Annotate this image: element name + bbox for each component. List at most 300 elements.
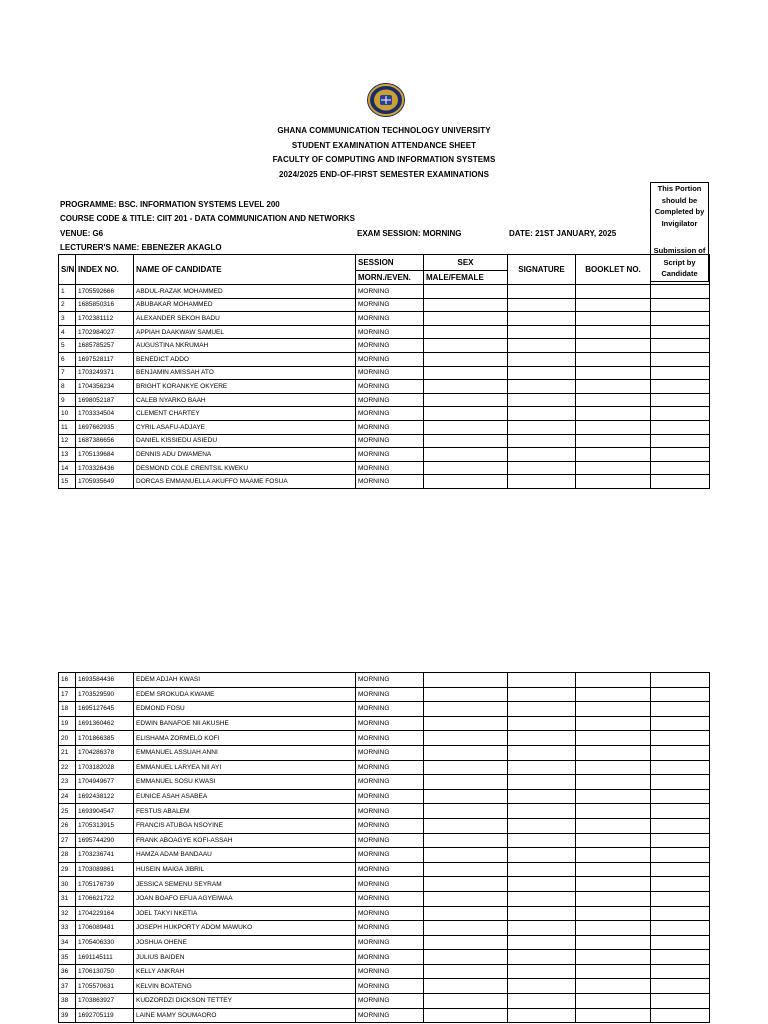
row-booklet-no [576, 775, 651, 790]
row-submission [651, 434, 710, 448]
row-session: MORNING [356, 964, 424, 979]
row-signature [508, 789, 576, 804]
row-candidate-name: JOSHUA OHENE [134, 935, 356, 950]
row-candidate-name: EDEM ADJAH KWASI [134, 673, 356, 688]
row-sn: 17 [59, 687, 76, 702]
row-session: MORNING [356, 745, 424, 760]
row-sex [424, 994, 508, 1009]
row-sex [424, 848, 508, 863]
row-signature [508, 298, 576, 312]
row-signature [508, 921, 576, 936]
attendance-table-page2 [58, 672, 710, 1023]
row-sn: 38 [59, 994, 76, 1009]
row-index-no: 1705592666 [76, 285, 134, 299]
table-row [59, 950, 710, 965]
row-booklet-no [576, 731, 651, 746]
row-session: MORNING [356, 380, 424, 394]
table-row [59, 833, 710, 848]
row-index-no: 1705313915 [76, 818, 134, 833]
row-session: MORNING [356, 979, 424, 994]
row-signature [508, 380, 576, 394]
row-candidate-name: JOEL TAKYI NKETIA [134, 906, 356, 921]
row-sex [424, 702, 508, 717]
row-submission [651, 789, 710, 804]
row-candidate-name: ALEXANDER SEKOH BADU [134, 312, 356, 326]
row-booklet-no [576, 994, 651, 1009]
row-session: MORNING [356, 760, 424, 775]
row-submission [651, 804, 710, 819]
row-sn: 20 [59, 731, 76, 746]
row-submission [651, 716, 710, 731]
row-sn: 15 [59, 475, 76, 489]
row-submission [651, 673, 710, 688]
row-sex [424, 673, 508, 688]
row-booklet-no [576, 380, 651, 394]
row-submission [651, 731, 710, 746]
row-sn: 26 [59, 818, 76, 833]
row-candidate-name: EDEM SROKUDA KWAME [134, 687, 356, 702]
row-submission [651, 760, 710, 775]
row-sn: 21 [59, 745, 76, 760]
row-sn: 1 [59, 285, 76, 299]
row-booklet-no [576, 833, 651, 848]
row-index-no: 1703863927 [76, 994, 134, 1009]
col-header-session: SESSION [356, 255, 424, 271]
row-booklet-no [576, 702, 651, 717]
row-booklet-no [576, 366, 651, 380]
row-candidate-name: CALEB NYARKO BAAH [134, 393, 356, 407]
row-signature [508, 1008, 576, 1023]
row-sn: 23 [59, 775, 76, 790]
row-index-no: 1701866385 [76, 731, 134, 746]
row-sn: 37 [59, 979, 76, 994]
row-session: MORNING [356, 352, 424, 366]
row-candidate-name: KELVIN BOATENG [134, 979, 356, 994]
row-index-no: 1703182028 [76, 760, 134, 775]
row-signature [508, 848, 576, 863]
row-sn: 16 [59, 673, 76, 688]
row-index-no: 1703326436 [76, 461, 134, 475]
row-candidate-name: KUDZORDZI DICKSON TETTEY [134, 994, 356, 1009]
row-candidate-name: JOAN BOAFO EFUA AGYEIWAA [134, 891, 356, 906]
table-row [59, 366, 710, 380]
row-index-no: 1705406330 [76, 935, 134, 950]
row-signature [508, 950, 576, 965]
row-sex [424, 1008, 508, 1023]
table-row [59, 906, 710, 921]
row-sn: 14 [59, 461, 76, 475]
row-signature [508, 393, 576, 407]
row-submission [651, 325, 710, 339]
row-signature [508, 434, 576, 448]
table-row [59, 393, 710, 407]
row-booklet-no [576, 877, 651, 892]
row-booklet-no [576, 950, 651, 965]
row-submission [651, 448, 710, 462]
row-sex [424, 760, 508, 775]
row-submission [651, 285, 710, 299]
row-sex [424, 862, 508, 877]
row-candidate-name: KELLY ANKRAH [134, 964, 356, 979]
row-signature [508, 716, 576, 731]
row-signature [508, 731, 576, 746]
row-submission [651, 862, 710, 877]
table-row [59, 285, 710, 299]
col-header-sn: S/N [59, 255, 76, 285]
row-candidate-name: FRANK ABOAGYE KOFI-ASSAH [134, 833, 356, 848]
row-candidate-name: EUNICE ASAH ASABEA [134, 789, 356, 804]
row-submission [651, 687, 710, 702]
row-signature [508, 745, 576, 760]
row-candidate-name: EDWIN BANAFOE NII AKUSHE [134, 716, 356, 731]
table-row [59, 935, 710, 950]
table-row [59, 891, 710, 906]
row-booklet-no [576, 921, 651, 936]
row-candidate-name: JULIUS BAIDEN [134, 950, 356, 965]
row-booklet-no [576, 1008, 651, 1023]
row-submission [651, 921, 710, 936]
row-signature [508, 673, 576, 688]
row-sex [424, 434, 508, 448]
venue-label: VENUE: G6 [60, 229, 104, 238]
row-signature [508, 804, 576, 819]
row-submission [651, 906, 710, 921]
row-signature [508, 906, 576, 921]
row-submission [651, 877, 710, 892]
row-candidate-name: BRIGHT KORANKYE OKYERE [134, 380, 356, 394]
row-booklet-no [576, 745, 651, 760]
row-index-no: 1685785257 [76, 339, 134, 353]
row-sn: 25 [59, 804, 76, 819]
row-index-no: 1704286378 [76, 745, 134, 760]
row-index-no: 1704949677 [76, 775, 134, 790]
row-session: MORNING [356, 833, 424, 848]
table-row [59, 818, 710, 833]
invigilator-note-text: This Portion should be Completed by Invigilator [654, 184, 705, 228]
row-session: MORNING [356, 775, 424, 790]
row-sex [424, 950, 508, 965]
row-index-no: 1687386656 [76, 434, 134, 448]
row-sex [424, 775, 508, 790]
row-signature [508, 877, 576, 892]
row-signature [508, 325, 576, 339]
row-submission [651, 461, 710, 475]
row-candidate-name: EMMANUEL LARYEA NII AYI [134, 760, 356, 775]
table-row [59, 804, 710, 819]
row-session: MORNING [356, 687, 424, 702]
row-sex [424, 745, 508, 760]
row-signature [508, 818, 576, 833]
table-row [59, 789, 710, 804]
row-submission [651, 420, 710, 434]
row-signature [508, 420, 576, 434]
row-booklet-no [576, 848, 651, 863]
row-booklet-no [576, 448, 651, 462]
row-booklet-no [576, 420, 651, 434]
row-sex [424, 352, 508, 366]
table-row [59, 312, 710, 326]
row-booklet-no [576, 979, 651, 994]
row-index-no: 1704229164 [76, 906, 134, 921]
row-candidate-name: FESTUS ABALEM [134, 804, 356, 819]
row-session: MORNING [356, 935, 424, 950]
row-signature [508, 461, 576, 475]
row-index-no: 1703089861 [76, 862, 134, 877]
row-sex [424, 312, 508, 326]
row-candidate-name: JOSEPH HUKPORTY ADOM MAWUKO [134, 921, 356, 936]
row-session: MORNING [356, 789, 424, 804]
university-seal-logo [366, 82, 406, 118]
row-signature [508, 339, 576, 353]
row-sex [424, 789, 508, 804]
row-sn: 10 [59, 407, 76, 421]
row-index-no: 1706621722 [76, 891, 134, 906]
row-candidate-name: DESMOND COLE CRENTSIL KWEKU [134, 461, 356, 475]
row-sex [424, 285, 508, 299]
table-row [59, 475, 710, 489]
row-sn: 5 [59, 339, 76, 353]
row-sn: 36 [59, 964, 76, 979]
row-booklet-no [576, 964, 651, 979]
row-submission [651, 818, 710, 833]
university-name: GHANA COMMUNICATION TECHNOLOGY UNIVERSITY [277, 126, 491, 135]
row-session: MORNING [356, 420, 424, 434]
row-index-no: 1693904547 [76, 804, 134, 819]
row-submission [651, 891, 710, 906]
row-booklet-no [576, 862, 651, 877]
row-sex [424, 339, 508, 353]
row-session: MORNING [356, 877, 424, 892]
row-sex [424, 891, 508, 906]
row-sn: 4 [59, 325, 76, 339]
row-sn: 32 [59, 906, 76, 921]
row-sex [424, 921, 508, 936]
row-sex [424, 380, 508, 394]
table-row [59, 745, 710, 760]
row-index-no: 1695127645 [76, 702, 134, 717]
row-submission [651, 833, 710, 848]
row-signature [508, 448, 576, 462]
row-index-no: 1705570631 [76, 979, 134, 994]
row-sex [424, 475, 508, 489]
row-booklet-no [576, 325, 651, 339]
row-signature [508, 352, 576, 366]
row-index-no: 1705176739 [76, 877, 134, 892]
row-signature [508, 285, 576, 299]
row-booklet-no [576, 285, 651, 299]
table-row [59, 921, 710, 936]
table-row [59, 325, 710, 339]
row-session: MORNING [356, 407, 424, 421]
row-session: MORNING [356, 393, 424, 407]
row-index-no: 1702984027 [76, 325, 134, 339]
row-session: MORNING [356, 366, 424, 380]
row-index-no: 1703236741 [76, 848, 134, 863]
row-submission [651, 380, 710, 394]
row-signature [508, 994, 576, 1009]
row-signature [508, 312, 576, 326]
row-sex [424, 818, 508, 833]
row-booklet-no [576, 352, 651, 366]
exam-date-label: DATE: 21ST JANUARY, 2025 [509, 229, 617, 238]
row-sex [424, 877, 508, 892]
row-index-no: 1706130750 [76, 964, 134, 979]
row-sex [424, 407, 508, 421]
row-submission [651, 298, 710, 312]
row-candidate-name: DORCAS EMMANUELLA AKUFFO MAAME FOSUA [134, 475, 356, 489]
row-sex [424, 461, 508, 475]
row-sex [424, 833, 508, 848]
row-sex [424, 687, 508, 702]
table-row [59, 339, 710, 353]
table-row [59, 434, 710, 448]
table-row [59, 1008, 710, 1023]
row-submission [651, 994, 710, 1009]
col-header-sex-sub: MALE/FEMALE [424, 271, 508, 285]
row-submission [651, 964, 710, 979]
row-sex [424, 420, 508, 434]
table-row [59, 994, 710, 1009]
sheet-title: STUDENT EXAMINATION ATTENDANCE SHEET [291, 141, 477, 150]
row-session: MORNING [356, 950, 424, 965]
table-row [59, 716, 710, 731]
row-index-no: 1692438122 [76, 789, 134, 804]
row-signature [508, 862, 576, 877]
table-row [59, 687, 710, 702]
row-session: MORNING [356, 325, 424, 339]
row-booklet-no [576, 312, 651, 326]
row-sex [424, 325, 508, 339]
row-session: MORNING [356, 891, 424, 906]
row-booklet-no [576, 935, 651, 950]
table-row [59, 848, 710, 863]
table-row [59, 731, 710, 746]
table-row [59, 877, 710, 892]
row-candidate-name: JESSICA SEMENU SEYRAM [134, 877, 356, 892]
row-session: MORNING [356, 818, 424, 833]
row-booklet-no [576, 407, 651, 421]
row-session: MORNING [356, 339, 424, 353]
row-sn: 31 [59, 891, 76, 906]
row-booklet-no [576, 673, 651, 688]
row-submission [651, 950, 710, 965]
row-index-no: 1706089481 [76, 921, 134, 936]
table-row [59, 407, 710, 421]
course-label: COURSE CODE & TITLE: CIIT 201 - DATA COMMUNICATION AND NETWORKS [60, 214, 355, 223]
row-index-no: 1697528117 [76, 352, 134, 366]
row-session: MORNING [356, 731, 424, 746]
row-sn: 12 [59, 434, 76, 448]
row-sn: 30 [59, 877, 76, 892]
row-sn: 34 [59, 935, 76, 950]
programme-label: PROGRAMME: BSC. INFORMATION SYSTEMS LEVEL 200 [60, 200, 280, 209]
row-candidate-name: HAMZA ADAM BANDAAU [134, 848, 356, 863]
table-row [59, 702, 710, 717]
table-row [59, 352, 710, 366]
col-header-booklet: BOOKLET NO. [576, 255, 651, 285]
row-session: MORNING [356, 298, 424, 312]
row-index-no: 1705139684 [76, 448, 134, 462]
row-booklet-no [576, 687, 651, 702]
col-header-sex: SEX [424, 255, 508, 271]
row-booklet-no [576, 760, 651, 775]
row-booklet-no [576, 434, 651, 448]
row-candidate-name: BENJAMIN AMISSAH ATO [134, 366, 356, 380]
row-submission [651, 339, 710, 353]
row-booklet-no [576, 804, 651, 819]
row-session: MORNING [356, 862, 424, 877]
row-session: MORNING [356, 804, 424, 819]
row-submission [651, 775, 710, 790]
row-candidate-name: LAINE MAMY SOUMAORO [134, 1008, 356, 1023]
row-sn: 22 [59, 760, 76, 775]
row-session: MORNING [356, 994, 424, 1009]
row-candidate-name: ABUBAKAR MOHAMMED [134, 298, 356, 312]
table-row [59, 862, 710, 877]
row-signature [508, 964, 576, 979]
row-candidate-name: AUGUSTINA NKRUMAH [134, 339, 356, 353]
row-submission [651, 475, 710, 489]
row-session: MORNING [356, 1008, 424, 1023]
row-index-no: 1693584436 [76, 673, 134, 688]
row-submission [651, 312, 710, 326]
row-index-no: 1695744290 [76, 833, 134, 848]
attendance-table-page1 [58, 254, 710, 489]
row-candidate-name: CYRIL ASAFU-ADJAYE [134, 420, 356, 434]
row-sn: 2 [59, 298, 76, 312]
row-sex [424, 716, 508, 731]
table-row [59, 448, 710, 462]
table-row [59, 673, 710, 688]
row-sn: 33 [59, 921, 76, 936]
row-submission [651, 979, 710, 994]
row-submission [651, 366, 710, 380]
row-candidate-name: DENNIS ADU DWAMENA [134, 448, 356, 462]
row-booklet-no [576, 818, 651, 833]
row-submission [651, 393, 710, 407]
row-sex [424, 731, 508, 746]
row-booklet-no [576, 906, 651, 921]
row-sn: 35 [59, 950, 76, 965]
table-row [59, 298, 710, 312]
row-booklet-no [576, 891, 651, 906]
row-signature [508, 775, 576, 790]
row-signature [508, 407, 576, 421]
row-sex [424, 804, 508, 819]
row-candidate-name: EMMANUEL ASSUAH ANNI [134, 745, 356, 760]
row-sn: 27 [59, 833, 76, 848]
col-header-signature: SIGNATURE [508, 255, 576, 285]
row-session: MORNING [356, 285, 424, 299]
col-header-index: INDEX NO. [76, 255, 134, 285]
row-sn: 8 [59, 380, 76, 394]
row-session: MORNING [356, 448, 424, 462]
row-candidate-name: APPIAH DAAKWAW SAMUEL [134, 325, 356, 339]
row-booklet-no [576, 716, 651, 731]
row-candidate-name: DANIEL KISSIEDU ASIEDU [134, 434, 356, 448]
row-candidate-name: ELISHAMA ZORMELO KOFI [134, 731, 356, 746]
row-candidate-name: CLEMENT CHARTEY [134, 407, 356, 421]
row-booklet-no [576, 339, 651, 353]
row-submission [651, 1008, 710, 1023]
row-booklet-no [576, 475, 651, 489]
row-submission [651, 745, 710, 760]
row-sn: 13 [59, 448, 76, 462]
row-sex [424, 366, 508, 380]
col-header-submission [651, 255, 710, 285]
row-session: MORNING [356, 716, 424, 731]
faculty-name: FACULTY OF COMPUTING AND INFORMATION SYSTEMS [272, 155, 496, 164]
